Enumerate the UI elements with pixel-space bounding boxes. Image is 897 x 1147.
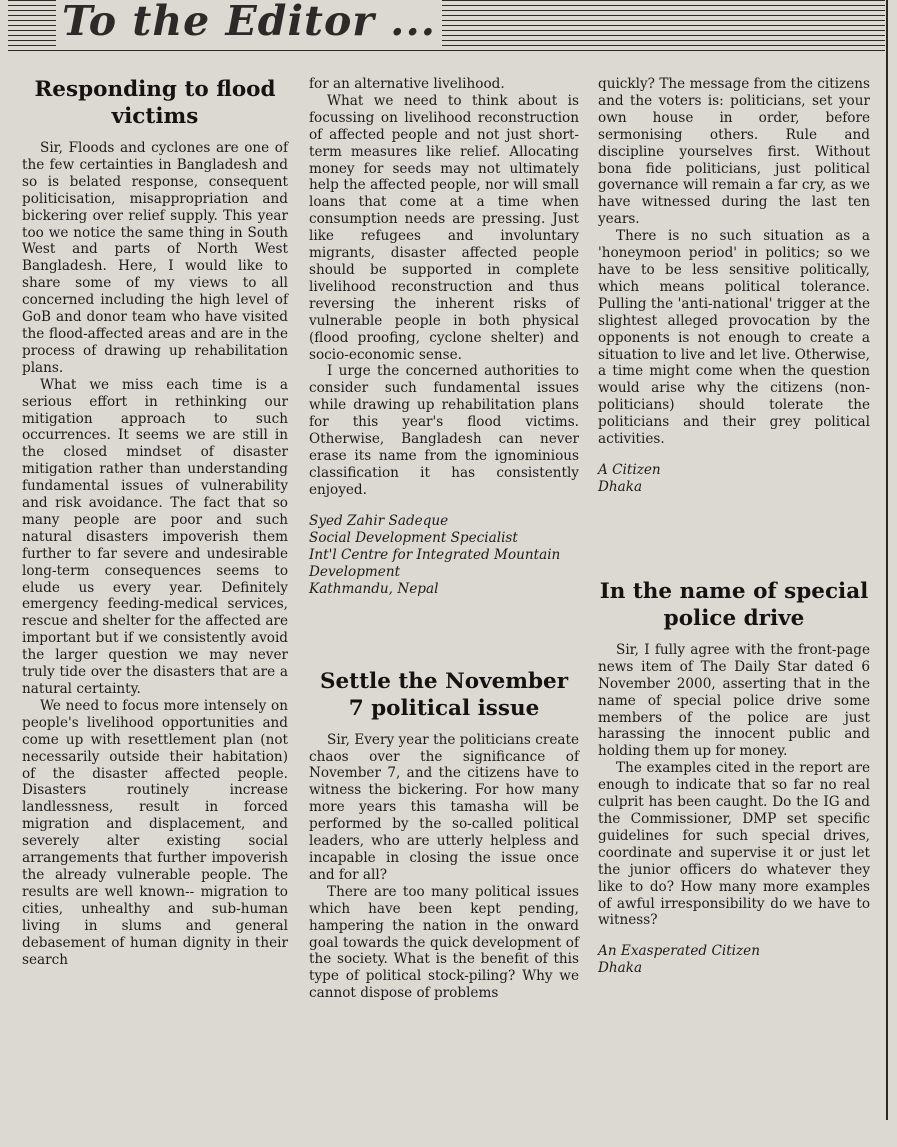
paragraph: There are too many political issues which have been kept pending, hampering the nation in the onward goal towards the quick development of the society. What is the benefit of this type of political stock-piling? Why we cannot dispose of problems	[309, 883, 579, 1002]
paragraph: I urge the concerned authorities to consider such fundamental issues while drawing up rehabilitation plans for this year's flood victims. Otherwise, Bangladesh can never erase its name from the ignominious classification it has consistently enjoyed.	[309, 363, 579, 498]
column-1	[22, 76, 288, 968]
column-rule	[886, 0, 888, 1120]
signature-name: An Exasperated Citizen	[598, 943, 760, 960]
paragraph: What we miss each time is a serious effort in rethinking our mitigation approach to such occurrences. It seems we are still in the closed mindset of disaster mitigation rather than understanding fundamental issues of vulnerability and risk avoidance. The fact that so many people are poor and such natural disasters impoverish them further to far severe and undesirable long-term consequences seems to elude us every year. Definitely emergency feeding-medical services, rescue and shelter for the affected are important but if we consistently avoid the larger question we may never truly tide over the disasters that are a natural certainty.	[22, 376, 288, 697]
signature-block	[309, 513, 579, 598]
signature-block	[598, 462, 870, 496]
paragraph: Sir, I fully agree with the front-page news item of The Daily Star dated 6 November 2000, asserting that in the name of special police drive some members of the police are just harassing the innocent public and holding them up for money.	[598, 641, 870, 760]
headline-november-7: Settle the November 7 political issue	[319, 668, 569, 721]
signature-name: Syed Zahir Sadeque	[309, 512, 449, 529]
signature-org: Int'l Centre for Integrated Mountain Development	[309, 546, 561, 580]
headline-police-drive: In the name of special police drive	[599, 578, 869, 631]
headline-flood-victims: Responding to flood victims	[34, 77, 276, 129]
paragraph: Sir, Floods and cyclones are one of the few certainties in Bangladesh and so is belated response, consequent politicisation, misappropriation and bickering over relief supply. This year too we notice the same thing in South West and parts of North West Bangladesh. Here, I would like to share some of my views to all concerned including the high level of GoB and donor team who have visited the flood-affected areas and are in the process of drawing up rehabilitation plans.	[22, 140, 288, 376]
paragraph: What we need to think about is focussing on livelihood reconstruction of affected people and not just short-term measures like relief. Allocating money for seeds may not ultimately help the affected people, nor will small loans that come at a time when consumption needs are pressing. Just like refugees and involuntary migrants, disaster affected people should be supported in complete livelihood reconstruction and thus reversing the inherent risks of vulnerable people in both physical (flood proofing, cyclone shelter) and socio-economic sense.	[309, 92, 579, 363]
signature-location: Dhaka	[598, 960, 643, 977]
paragraph: Sir, Every year the politicians create chaos over the significance of November 7, and the citizens have to witness the bickering. For how many more years this tamasha will be performed by the so-called political leaders, who are utterly helpless and incapable in closing the issue once and for all?	[309, 731, 579, 883]
column-3	[598, 76, 870, 977]
signature-name: A Citizen	[598, 461, 661, 478]
paragraph: There is no such situation as a 'honeymoon period' in politics; so we have to be less sensitive politically, which means political tolerance. Pulling the 'anti-national' trigger at the slightest alleged provocation by the opponents is not enough to create a situation to live and let live. Otherwise, a time might come when the question would arise why the citizens (non-politicians) should tolerate the politicians and their grey political activities.	[598, 228, 870, 448]
paragraph: quickly? The message from the citizens and the voters is: politicians, set your own house in order, before sermonising others. Rule and discipline yourselves first. Without bona fide politicians, just political governance will remain a far cry, as we have witnessed during the last ten years.	[598, 76, 870, 228]
paragraph: We need to focus more intensely on people's livelihood opportunities and come up with resettlement plan (not necessarily outside their habitation) of the disaster affected people. Disasters routinely increase landlessness, result in forced migration and displacement, and severely alter existing social arrangements that further impoverish the already vulnerable people. The results are well known-- migration to cities, unhealthy and sub-human living in slums and general debasement of human dignity in their search	[22, 697, 288, 968]
signature-block	[598, 943, 870, 977]
paragraph: The examples cited in the report are enough to indicate that so far no real culprit has been caught. Do the IG and the Commissioner, DMP set specific guidelines for such special drives, coordinate and supervise it or just let the junior officers do whatever they like to do? How many more examples of awful irresponsibility do we have to witness?	[598, 760, 870, 929]
signature-title: Social Development Specialist	[309, 529, 518, 546]
signature-location: Dhaka	[598, 478, 643, 495]
section-title: To the Editor ...	[56, 0, 442, 46]
paragraph: for an alternative livelihood.	[309, 76, 505, 92]
column-2	[309, 76, 579, 1002]
signature-location: Kathmandu, Nepal	[309, 580, 439, 597]
masthead	[8, 0, 885, 51]
